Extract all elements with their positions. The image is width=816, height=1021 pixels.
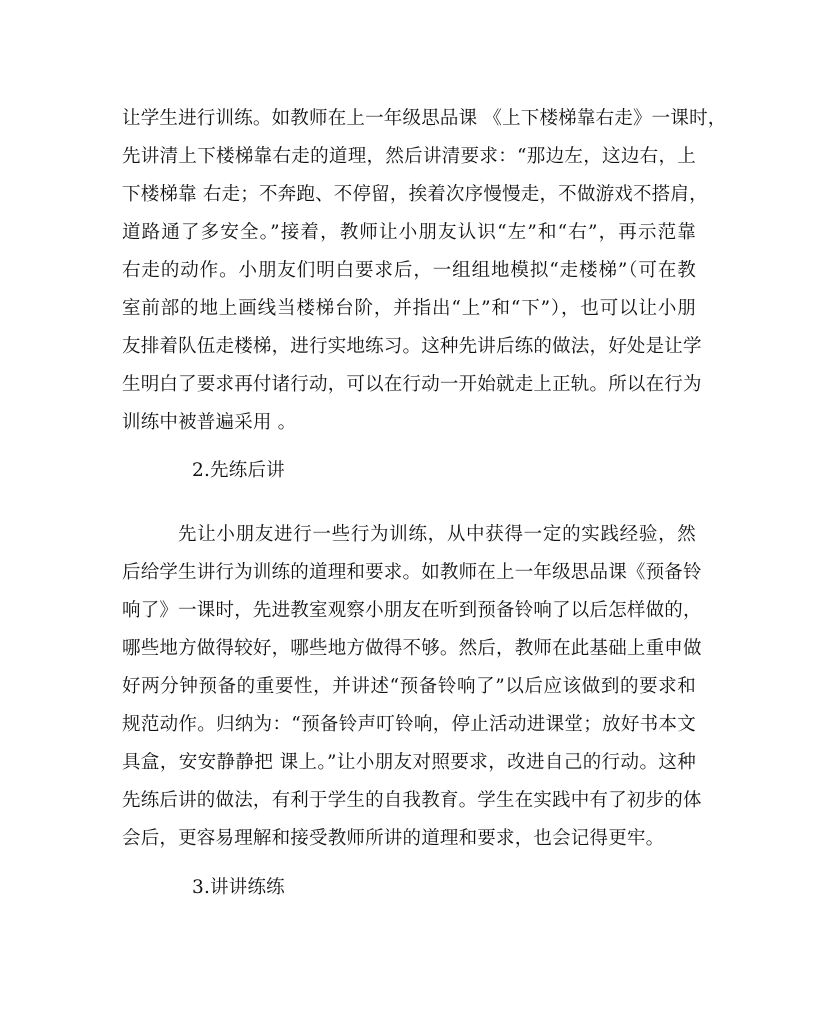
- paragraph-line: 先让小朋友进行一些行为训练，从中获得一定的实践经验，然: [178, 524, 696, 545]
- paragraph-line: 生明白了要求再付诸行动，可以在行动一开始就走上正轨。所以在行为: [122, 374, 702, 395]
- paragraph-line: 友排着队伍走楼梯，进行实地练习。这种先讲后练的做法，好处是让学: [122, 336, 702, 357]
- paragraph-line: 会后，更容易理解和接受教师所讲的道理和要求，也会记得更牢。: [122, 828, 665, 849]
- paragraph-line: 好两分钟预备的重要性，并讲述“预备铃响了”以后应该做到的要求和: [122, 676, 696, 697]
- paragraph-line: 室前部的地上画线当楼梯台阶，并指出“上”和“下”），也可以让小朋: [122, 298, 696, 319]
- paragraph-line: 先讲清上下楼梯靠右走的道理，然后讲清要求：“那边左，这边右，上: [122, 146, 696, 167]
- paragraph-line: 让学生进行训练。如教师在上一年级思品课 《上下楼梯靠右走》一课时，: [122, 108, 727, 129]
- paragraph-line: 训练中被普遍采用 。: [122, 412, 297, 433]
- paragraph-line: 先练后讲的做法，有利于学生的自我教育。学生在实践中有了初步的体: [122, 790, 702, 811]
- section-heading-2: 2.先练后讲: [192, 460, 285, 481]
- section-heading-3: 3.讲讲练练: [192, 877, 285, 898]
- paragraph-line: 右走的动作。小朋友们明白要求后，一组组地模拟“走楼梯”（可在教: [122, 260, 696, 281]
- paragraph-line: 哪些地方做得较好，哪些地方做得不够。然后，教师在此基础上重申做: [122, 638, 702, 659]
- paragraph-line: 下楼梯靠 右走；不奔跑、不停留，挨着次序慢慢走，不做游戏不搭肩，: [122, 184, 708, 205]
- paragraph-line: 后给学生讲行为训练的道理和要求。如教师在上一年级思品课《预备铃: [122, 562, 702, 583]
- paragraph-line: 响了》一课时，先进教室观察小朋友在听到预备铃响了以后怎样做的，: [122, 600, 702, 621]
- paragraph-line: 具盒，安安静静把 课上。”让小朋友对照要求，改进自己的行动。这种: [122, 752, 696, 773]
- paragraph-line: 道路通了多安全。”接着，教师让小朋友认识“左”和“右”，再示范靠: [122, 222, 696, 243]
- paragraph-line: 规范动作。归纳为：“预备铃声叮铃响，停止活动进课堂；放好书本文: [122, 714, 696, 735]
